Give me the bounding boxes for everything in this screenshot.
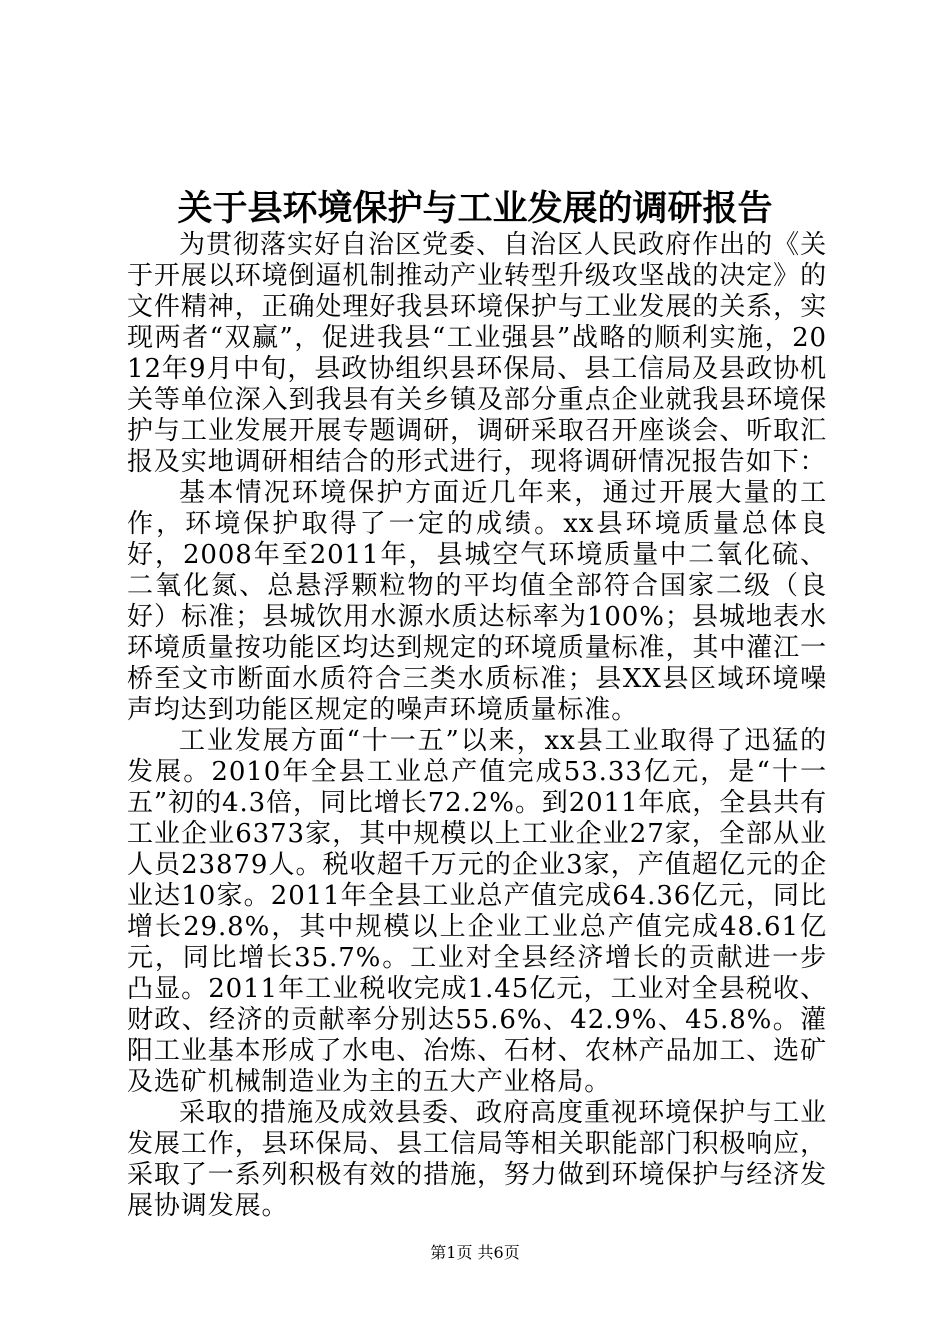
page-number-footer: 第1页 共6页 <box>430 1243 520 1262</box>
paragraph-intro: 为贯彻落实好自治区党委、自治区人民政府作出的《关于开展以环境倒逼机制推动产业转型升级攻坚战的决定》的文件精神，正确处理好我县环境保护与工业发展的关系，实现两者“双赢”，促进我县“工业强县”战略的顺利实施，2012年9月中旬，县政协组织县环保局、县工信局及县政协机关等单位深入到我县有关乡镇及部分重点企业就我县环境保护与工业发展开展专题调研，调研采取召开座谈会、听取汇报及实地调研相结合的形式进行，现将调研情况报告如下： <box>127 230 827 477</box>
paragraph-measures: 采取的措施及成效县委、政府高度重视环境保护与工业发展工作，县环保局、县工信局等相关职能部门积极响应，采取了一系列积极有效的措施，努力做到环境保护与经济发展协调发展。 <box>127 1098 827 1221</box>
paragraph-industry: 工业发展方面“十一五”以来，xx县工业取得了迅猛的发展。2010年全县工业总产值完成53.33亿元，是“十一五”初的4.3倍，同比增长72.2%。到2011年底，全县共有工业企业6373家，其中规模以上工业企业27家，全部从业人员23879人。税收超千万元的企业3家，产值超亿元的企业达10家。2011年全县工业总产值完成64.36亿元，同比增长29.8%，其中规模以上企业工业总产值完成48.61亿元，同比增长35.7%。工业对全县经济增长的贡献进一步凸显。2011年工业税收完成1.45亿元，工业对全县税收、财政、经济的贡献率分别达55.6%、42.9%、45.8%。灌阳工业基本形成了水电、冶炼、石材、农林产品加工、选矿及选矿机械制造业为主的五大产业格局。 <box>127 726 827 1097</box>
document-body <box>127 230 827 1222</box>
document-title: 关于县环境保护与工业发展的调研报告 <box>177 189 773 229</box>
paragraph-environment: 基本情况环境保护方面近几年来，通过开展大量的工作，环境保护取得了一定的成绩。xx县环境质量总体良好，2008年至2011年，县城空气环境质量中二氧化硫、二氧化氮、总悬浮颗粒物的平均值全部符合国家二级（良好）标准；县城饮用水源水质达标率为100%；县城地表水环境质量按功能区均达到规定的环境质量标准，其中灌江一桥至文市断面水质符合三类水质标准；县XX县区域环境噪声均达到功能区规定的噪声环境质量标准。 <box>127 478 827 725</box>
